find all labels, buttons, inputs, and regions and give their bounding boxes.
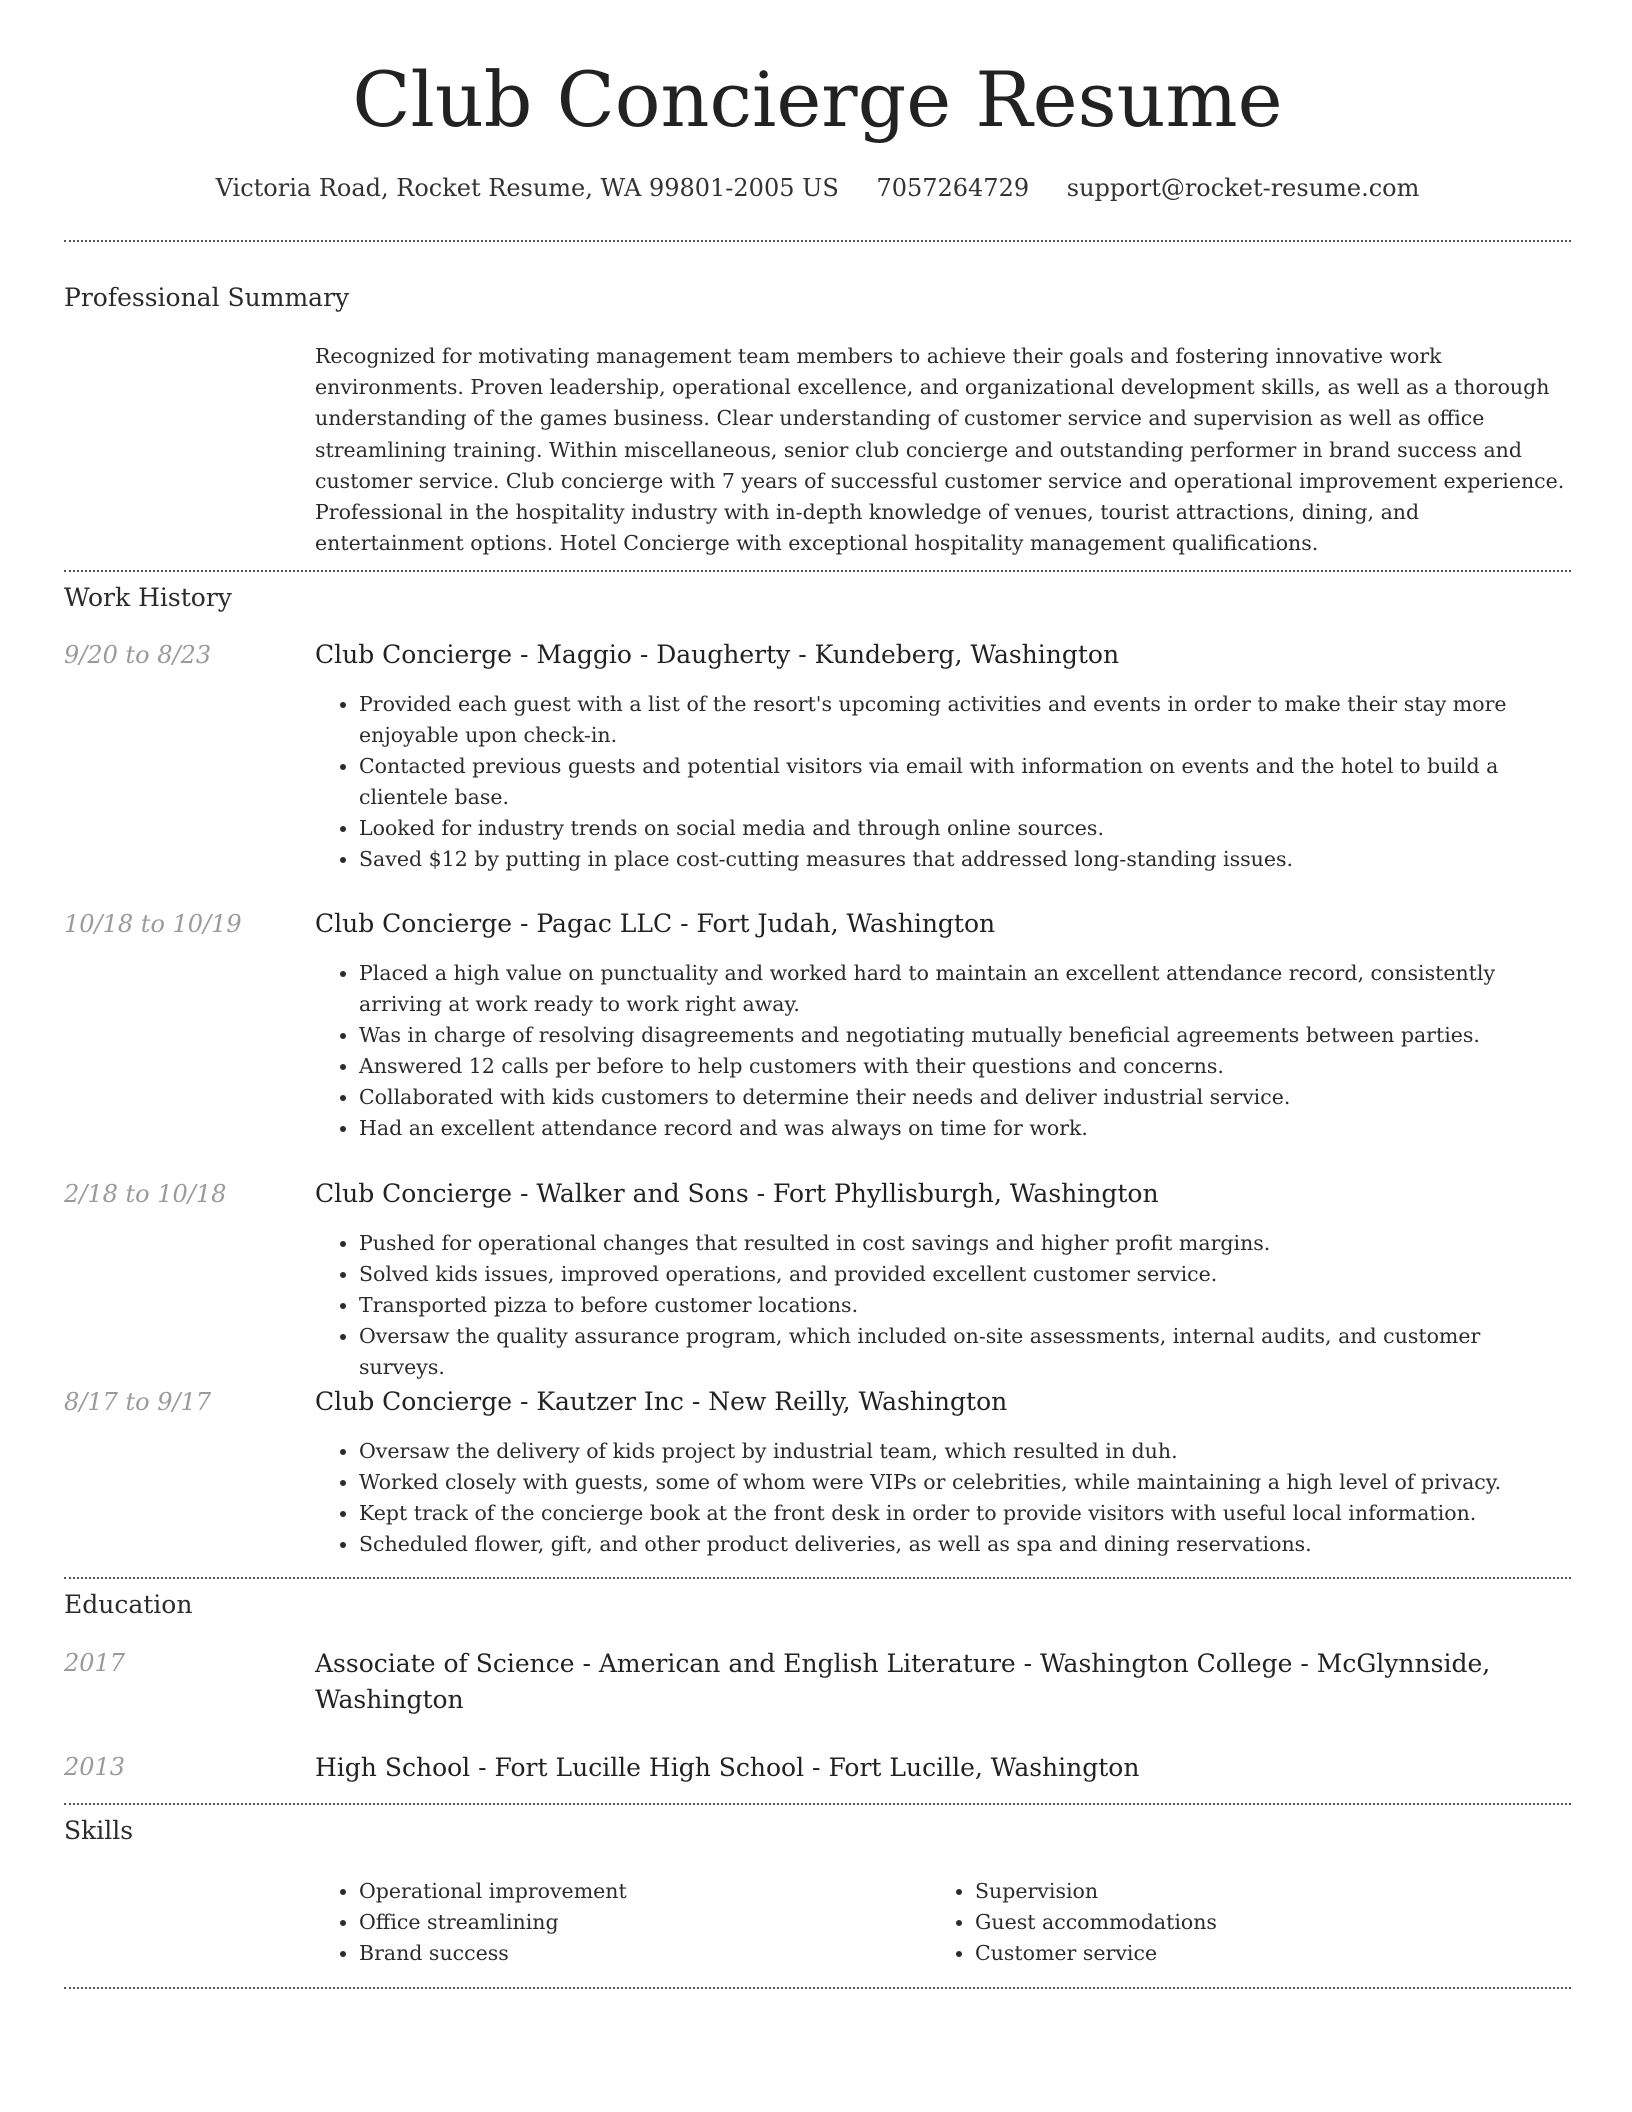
list-item: • Kept track of the concierge book at the front desk in order to provide visitors with useful local information. [359,1498,1571,1529]
contact-email: support@rocket-resume.com [1066,174,1420,202]
job-date: 10/18 to 10/19 [64,910,242,938]
list-item: • Pushed for operational changes that resulted in cost savings and higher profit margins. [359,1228,1571,1259]
section-divider [64,1803,1571,1805]
education-year: 2017 [64,1649,126,1677]
education-heading: Education [64,1590,193,1619]
list-item: • Collaborated with kids customers to determine their needs and deliver industrial service. [359,1082,1571,1113]
list-item: • Contacted previous guests and potential visitors via email with information on events and the hotel to build a clientele base. [359,751,1571,813]
contact-phone: 7057264729 [876,174,1030,202]
skill-item: • Supervision [975,1876,1531,1907]
job-title: Club Concierge - Kautzer Inc - New Reilly, Washington [315,1387,1008,1416]
job-title: Club Concierge - Pagac LLC - Fort Judah, Washington [315,909,996,938]
skill-item: • Operational improvement [359,1876,915,1907]
list-item: • Placed a high value on punctuality and worked hard to maintain an excellent attendance record, consistently arriving at work ready to work right away. [359,958,1571,1020]
list-item: • Saved $12 by putting in place cost-cutting measures that addressed long-standing issues. [359,844,1571,875]
list-item: • Transported pizza to before customer locations. [359,1290,1571,1321]
summary-text: Recognized for motivating management team members to achieve their goals and fostering innovative work environments. Proven leadership, operational excellence, and organizational development skills, as well as a thorough understanding of the games business. Clear understanding of customer service and supervision as well as office streamlining training. Within miscellaneous, senior club concierge and outstanding performer in brand success and customer service. Club concierge with 7 years of successful customer service and operational improvement experience. Professional in the hospitality industry with in-depth knowledge of venues, tourist attractions, dining, and entertainment options. Hotel Concierge with exceptional hospitality management qualifications. [315,344,1565,556]
section-divider [64,570,1571,572]
summary-heading: Professional Summary [64,283,350,312]
job-date: 9/20 to 8/23 [64,641,212,669]
skills-heading: Skills [64,1816,134,1845]
skill-item: • Customer service [975,1938,1531,1969]
job-date: 8/17 to 9/17 [64,1388,212,1416]
resume-title: Club Concierge Resume [352,55,1283,144]
job-bullets [315,1228,1571,1383]
list-item: • Provided each guest with a list of the resort's upcoming activities and events in order to make their stay more enjoyable upon check-in. [359,689,1571,751]
work-history-heading: Work History [64,583,232,612]
job-title: Club Concierge - Maggio - Daugherty - Kundeberg, Washington [315,640,1120,669]
contact-address: Victoria Road, Rocket Resume, WA 99801-2005 US [215,174,839,202]
list-item: • Was in charge of resolving disagreements and negotiating mutually beneficial agreements between parties. [359,1020,1571,1051]
list-item: • Solved kids issues, improved operations, and provided excellent customer service. [359,1259,1571,1290]
list-item: • Oversaw the delivery of kids project by industrial team, which resulted in duh. [359,1436,1571,1467]
job-bullets [315,1436,1571,1560]
list-item: • Worked closely with guests, some of whom were VIPs or celebrities, while maintaining a high level of privacy. [359,1467,1571,1498]
job-date: 2/18 to 10/18 [64,1180,227,1208]
list-item: • Looked for industry trends on social media and through online sources. [359,813,1571,844]
list-item: • Answered 12 calls per before to help customers with their questions and concerns. [359,1051,1571,1082]
list-item: • Scheduled flower, gift, and other product deliveries, as well as spa and dining reservations. [359,1529,1571,1560]
education-title: Associate of Science - American and English Literature - Washington College - McGlynnside, Washington [315,1649,1491,1714]
contact-line [64,171,1571,205]
education-title: High School - Fort Lucille High School - Fort Lucille, Washington [315,1753,1140,1782]
skill-item: • Guest accommodations [975,1907,1531,1938]
job-bullets [315,958,1571,1144]
section-divider [64,1987,1571,1989]
section-divider [64,240,1571,242]
skills-column [315,1876,915,1969]
education-year: 2013 [64,1753,126,1781]
job-bullets [315,689,1571,875]
section-divider [64,1577,1571,1579]
skills-column [931,1876,1531,1969]
skills-list [315,1876,1571,1976]
job-title: Club Concierge - Walker and Sons - Fort Phyllisburgh, Washington [315,1179,1159,1208]
list-item: • Oversaw the quality assurance program, which included on-site assessments, internal audits, and customer surveys. [359,1321,1571,1383]
list-item: • Had an excellent attendance record and was always on time for work. [359,1113,1571,1144]
skill-item: • Office streamlining [359,1907,915,1938]
skill-item: • Brand success [359,1938,915,1969]
